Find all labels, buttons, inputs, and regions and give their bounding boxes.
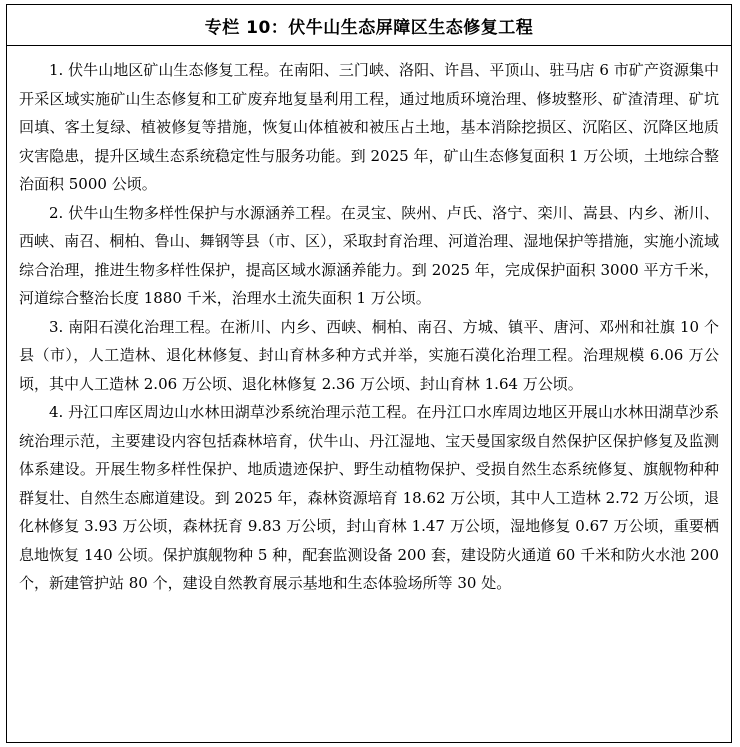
paragraph-biodiversity-water: 2. 伏牛山生物多样性保护与水源涵养工程。在灵宝、陕州、卢氏、洛宁、栾川、嵩县、内乡、淅川、西峡、南召、桐柏、鲁山、舞钢等县（市、区），采取封育治理、河道治理、湿地保护等措施，实施小流域综合治理，推进生物多样性保护，提高区域水源涵养能力。到 2025 年，完成保护面积 3000 平方千米，河道综合整治长度 1880 千米，治理水土流失面积 1 万公顷。 <box>19 203 719 307</box>
column-title: 专栏 10：伏牛山生态屏障区生态修复工程 <box>7 5 731 46</box>
column-box <box>6 4 732 743</box>
paragraph-rocky-desertification: 3. 南阳石漠化治理工程。在淅川、内乡、西峡、桐柏、南召、方城、镇平、唐河、邓州和社旗 10 个县（市），人工造林、退化林修复、封山育林多种方式并举，实施石漠化治理工程。治理规模 6.06 万公顷，其中人工造林 2.06 万公顷、退化林修复 2.36 万公顷、封山育林 1.64 万公顷。 <box>19 317 719 393</box>
paragraph-mine-restoration: 1. 伏牛山地区矿山生态修复工程。在南阳、三门峡、洛阳、许昌、平顶山、驻马店 6 市矿产资源集中开采区域实施矿山生态修复和工矿废弃地复垦利用工程，通过地质环境治理、修坡整形、矿渣清理、矿坑回填、客土复绿、植被修复等措施，恢复山体植被和被压占土地，基本消除挖损区、沉陷区、沉降区地质灾害隐患，提升区域生态系统稳定性与服务功能。到 2025 年，矿山生态修复面积 1 万公顷，土地综合整治面积 5000 公顷。 <box>19 61 719 193</box>
column-content <box>7 46 731 598</box>
paragraph-danjiangkou-demo: 4. 丹江口库区周边山水林田湖草沙系统治理示范工程。在丹江口水库周边地区开展山水林田湖草沙系统治理示范，主要建设内容包括森林培育，伏牛山、丹江湿地、宝天曼国家级自然保护区保护修复及监测体系建设。开展生物多样性保护、地质遗迹保护、野生动植物保护、受损自然生态系统修复、旗舰物种种群复壮、自然生态廊道建设。到 2025 年，森林资源培育 18.62 万公顷，其中人工造林 2.72 万公顷，退化林修复 3.93 万公顷，森林抚育 9.83 万公顷，封山育林 1.47 万公顷，湿地修复 0.67 万公顷，重要栖息地恢复 140 公顷。保护旗舰物种 5 种，配套监测设备 200 套，建设防火通道 60 千米和防火水池 200 个，新建管护站 80 个，建设自然教育展示基地和生态体验场所等 30 处。 <box>19 403 719 592</box>
